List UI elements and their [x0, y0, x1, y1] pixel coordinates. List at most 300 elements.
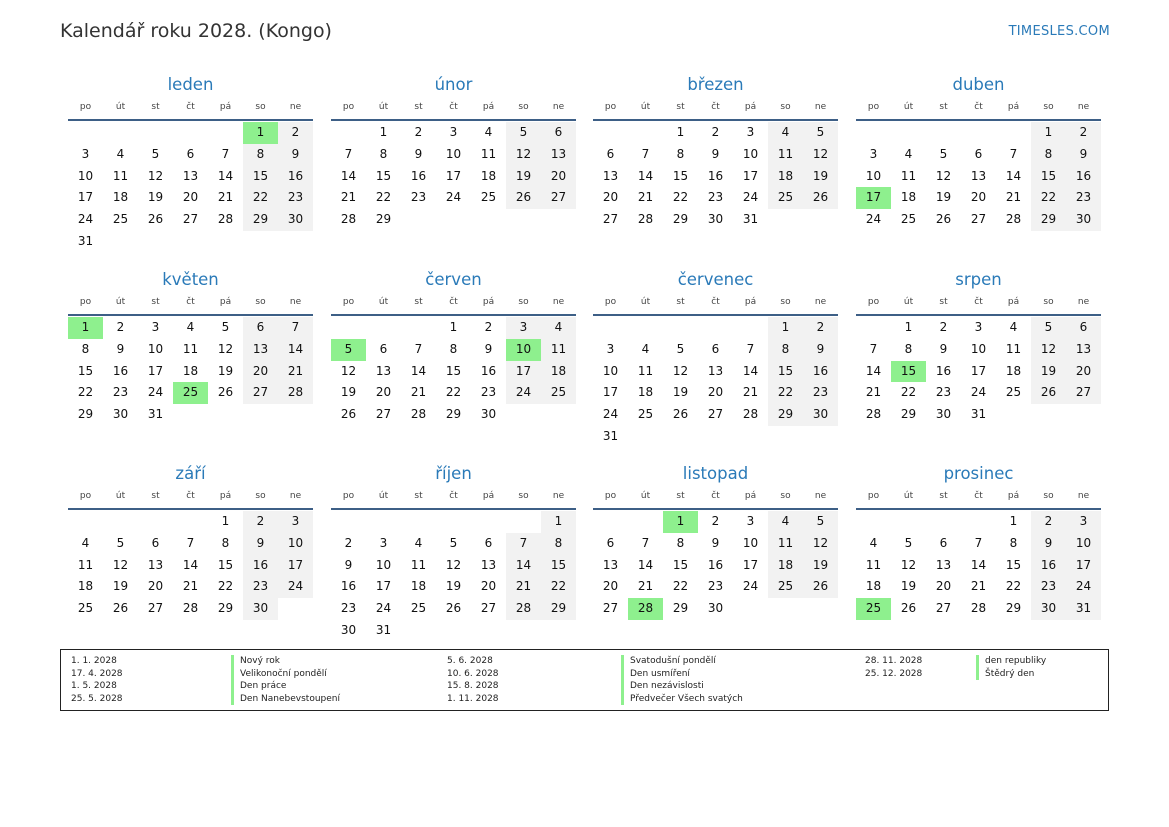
day-cell: 2: [1031, 511, 1066, 533]
day-cell: 19: [506, 166, 541, 188]
day-cell: 18: [541, 361, 576, 383]
day-cell: 24: [742, 190, 759, 205]
day-cell: 5: [1031, 317, 1066, 339]
empty-day-cell: [401, 511, 436, 533]
day-cell: 30: [707, 601, 724, 616]
weekday-label: út: [903, 491, 914, 501]
day-cell: 1: [449, 320, 458, 334]
month-name: leden: [167, 75, 214, 94]
day-cell: 23: [1031, 576, 1066, 598]
weekday-label: po: [867, 297, 880, 307]
day-cell: 18: [768, 555, 803, 577]
day-cell: 21: [340, 190, 357, 205]
day-cell: 15: [217, 557, 234, 572]
day-cell: 16: [707, 168, 724, 183]
month-name: únor: [434, 75, 473, 94]
empty-day-cell: [961, 511, 996, 533]
day-cell: 27: [541, 187, 576, 209]
holiday-day-cell: 1: [663, 511, 698, 533]
day-cell: 29: [1005, 601, 1022, 616]
day-cell: 16: [1031, 555, 1066, 577]
weekday-label: so: [255, 491, 266, 501]
weekday-label: pá: [744, 491, 757, 501]
day-cell: 11: [112, 168, 129, 183]
weekday-label: pá: [219, 491, 232, 501]
day-cell: 17: [147, 363, 164, 378]
day-cell: 24: [278, 576, 313, 598]
holiday-day-cell: 25: [856, 598, 891, 620]
day-cell: 14: [970, 557, 987, 572]
day-cell: 20: [1066, 361, 1101, 383]
weekday-label: út: [378, 297, 389, 307]
weekday-label: ne: [814, 297, 827, 307]
day-cell: 27: [1066, 382, 1101, 404]
day-cell: 1: [768, 317, 803, 339]
legend-date: 5. 6. 2028: [447, 656, 493, 666]
day-cell: 26: [900, 601, 917, 616]
day-cell: 19: [217, 363, 234, 378]
day-cell: 10: [742, 146, 759, 161]
day-cell: 18: [865, 579, 882, 594]
day-cell: 22: [1031, 187, 1066, 209]
weekday-header: [856, 100, 1101, 121]
day-cell: 27: [707, 407, 724, 422]
day-cell: 30: [480, 407, 497, 422]
legend-holiday-name: Den Nanebevstoupení: [231, 693, 340, 706]
day-cell: 31: [1066, 598, 1101, 620]
day-cell: 1: [221, 514, 230, 528]
day-cell: 21: [742, 385, 759, 400]
weekday-label: čt: [186, 102, 195, 112]
day-cell: 7: [506, 533, 541, 555]
day-cell: 7: [869, 341, 878, 356]
day-cell: 2: [414, 125, 423, 139]
day-cell: 14: [742, 363, 759, 378]
weekday-label: st: [151, 491, 160, 501]
weekday-label: pá: [482, 102, 495, 112]
empty-day-cell: [856, 122, 891, 144]
empty-day-cell: [926, 122, 961, 144]
month-name: říjen: [435, 464, 472, 483]
day-cell: 7: [414, 341, 423, 356]
day-grid: [68, 122, 313, 253]
day-cell: 23: [340, 601, 357, 616]
day-cell: 20: [480, 579, 497, 594]
day-grid: [856, 317, 1101, 426]
day-cell: 12: [803, 533, 838, 555]
day-cell: 6: [186, 146, 195, 161]
weekday-label: so: [1043, 491, 1054, 501]
day-cell: 13: [541, 144, 576, 166]
weekday-label: so: [255, 102, 266, 112]
weekday-label: pá: [1007, 297, 1020, 307]
day-cell: 15: [77, 363, 94, 378]
weekday-label: po: [79, 491, 92, 501]
weekday-label: po: [604, 102, 617, 112]
day-cell: 19: [672, 385, 689, 400]
day-cell: 17: [1066, 555, 1101, 577]
day-cell: 30: [278, 209, 313, 231]
day-cell: 7: [278, 317, 313, 339]
weekday-label: čt: [974, 491, 983, 501]
weekday-label: čt: [974, 102, 983, 112]
weekday-label: ne: [814, 491, 827, 501]
day-cell: 9: [414, 146, 423, 161]
weekday-label: st: [676, 491, 685, 501]
day-cell: 18: [1005, 363, 1022, 378]
holiday-day-cell: 5: [331, 339, 366, 361]
day-cell: 5: [116, 535, 125, 550]
day-cell: 8: [768, 339, 803, 361]
empty-day-cell: [68, 511, 103, 533]
month-11: [593, 462, 838, 620]
day-cell: 26: [217, 385, 234, 400]
weekday-label: po: [604, 491, 617, 501]
month-8: [856, 268, 1101, 426]
day-cell: 15: [541, 555, 576, 577]
weekday-label: st: [414, 297, 423, 307]
day-cell: 13: [1066, 339, 1101, 361]
day-cell: 31: [375, 622, 392, 637]
weekday-label: pá: [744, 297, 757, 307]
day-cell: 15: [445, 363, 462, 378]
weekday-label: pá: [744, 102, 757, 112]
day-cell: 22: [672, 579, 689, 594]
day-cell: 17: [742, 168, 759, 183]
day-cell: 19: [935, 190, 952, 205]
day-cell: 30: [340, 622, 357, 637]
month-12: [856, 462, 1101, 620]
day-cell: 22: [77, 385, 94, 400]
day-cell: 18: [182, 363, 199, 378]
day-cell: 2: [484, 320, 493, 334]
day-cell: 17: [445, 168, 462, 183]
day-cell: 2: [711, 125, 720, 139]
day-cell: 9: [1031, 533, 1066, 555]
weekday-label: po: [342, 491, 355, 501]
day-cell: 16: [410, 168, 427, 183]
weekday-label: út: [903, 297, 914, 307]
day-cell: 12: [1031, 339, 1066, 361]
empty-day-cell: [663, 317, 698, 339]
day-cell: 4: [81, 535, 90, 550]
day-cell: 14: [1005, 168, 1022, 183]
day-cell: 18: [77, 579, 94, 594]
day-cell: 14: [182, 557, 199, 572]
day-cell: 8: [449, 341, 458, 356]
day-cell: 6: [711, 341, 720, 356]
day-cell: 9: [1066, 144, 1101, 166]
day-cell: 5: [221, 320, 230, 334]
day-cell: 20: [602, 579, 619, 594]
day-cell: 12: [803, 144, 838, 166]
weekday-header: [331, 489, 576, 510]
day-cell: 25: [112, 212, 129, 227]
day-cell: 16: [935, 363, 952, 378]
legend-holiday-name: Nový rok: [231, 655, 280, 668]
day-cell: 23: [243, 576, 278, 598]
weekday-label: ne: [552, 491, 565, 501]
month-name: listopad: [682, 464, 749, 483]
day-cell: 23: [480, 385, 497, 400]
day-cell: 24: [147, 385, 164, 400]
day-cell: 10: [1066, 533, 1101, 555]
day-cell: 21: [1005, 190, 1022, 205]
day-cell: 25: [637, 407, 654, 422]
weekday-label: út: [115, 491, 126, 501]
month-name: červenec: [677, 270, 754, 289]
day-cell: 8: [243, 144, 278, 166]
day-cell: 29: [900, 407, 917, 422]
day-cell: 13: [970, 168, 987, 183]
weekday-label: čt: [449, 297, 458, 307]
empty-day-cell: [401, 317, 436, 339]
day-cell: 6: [974, 146, 983, 161]
day-cell: 30: [803, 404, 838, 426]
day-cell: 23: [278, 187, 313, 209]
day-cell: 3: [746, 125, 755, 139]
empty-day-cell: [173, 511, 208, 533]
day-cell: 19: [147, 190, 164, 205]
day-cell: 30: [707, 212, 724, 227]
empty-day-cell: [926, 511, 961, 533]
day-cell: 6: [606, 146, 615, 161]
day-cell: 27: [935, 601, 952, 616]
holiday-day-cell: 25: [173, 382, 208, 404]
day-cell: 12: [112, 557, 129, 572]
empty-day-cell: [628, 317, 663, 339]
day-cell: 24: [375, 601, 392, 616]
day-cell: 24: [1066, 576, 1101, 598]
day-cell: 5: [449, 535, 458, 550]
day-cell: 7: [746, 341, 755, 356]
day-cell: 14: [637, 557, 654, 572]
day-cell: 9: [243, 533, 278, 555]
day-cell: 10: [375, 557, 392, 572]
legend-date: 1. 1. 2028: [71, 656, 117, 666]
day-cell: 22: [1005, 579, 1022, 594]
empty-day-cell: [593, 122, 628, 144]
day-cell: 16: [278, 166, 313, 188]
day-cell: 7: [344, 146, 353, 161]
day-cell: 13: [182, 168, 199, 183]
day-cell: 4: [641, 341, 650, 356]
day-grid: [856, 511, 1101, 620]
holiday-legend: [60, 649, 1109, 711]
day-cell: 11: [900, 168, 917, 183]
day-cell: 24: [970, 385, 987, 400]
day-cell: 10: [602, 363, 619, 378]
day-cell: 9: [484, 341, 493, 356]
weekday-header: [331, 295, 576, 316]
day-cell: 20: [602, 190, 619, 205]
weekday-label: pá: [219, 102, 232, 112]
weekday-label: po: [79, 102, 92, 112]
day-cell: 2: [344, 535, 353, 550]
day-grid: [68, 511, 313, 620]
empty-day-cell: [628, 122, 663, 144]
day-cell: 21: [637, 190, 654, 205]
empty-day-cell: [891, 122, 926, 144]
day-cell: 6: [1066, 317, 1101, 339]
weekday-label: pá: [219, 297, 232, 307]
day-cell: 2: [278, 122, 313, 144]
day-cell: 29: [768, 404, 803, 426]
day-cell: 24: [506, 382, 541, 404]
day-cell: 25: [410, 601, 427, 616]
day-cell: 26: [672, 407, 689, 422]
day-cell: 3: [606, 341, 615, 356]
day-cell: 8: [1009, 535, 1018, 550]
empty-day-cell: [593, 511, 628, 533]
weekday-label: út: [115, 297, 126, 307]
day-cell: 2: [711, 514, 720, 528]
empty-day-cell: [331, 317, 366, 339]
empty-day-cell: [891, 511, 926, 533]
day-cell: 13: [602, 557, 619, 572]
day-cell: 8: [379, 146, 388, 161]
day-cell: 3: [869, 146, 878, 161]
weekday-label: pá: [1007, 491, 1020, 501]
month-6: [331, 268, 576, 426]
day-cell: 31: [970, 407, 987, 422]
empty-day-cell: [698, 317, 733, 339]
day-cell: 22: [541, 576, 576, 598]
weekday-label: út: [640, 491, 651, 501]
day-cell: 1: [1031, 122, 1066, 144]
holiday-day-cell: 15: [891, 361, 926, 383]
day-cell: 19: [112, 579, 129, 594]
weekday-label: čt: [449, 102, 458, 112]
month-name: duben: [952, 75, 1005, 94]
month-2: [331, 73, 576, 231]
day-cell: 21: [410, 385, 427, 400]
weekday-label: po: [342, 297, 355, 307]
day-cell: 3: [379, 535, 388, 550]
weekday-label: ne: [1077, 297, 1090, 307]
weekday-label: ne: [814, 102, 827, 112]
day-cell: 26: [803, 187, 838, 209]
legend-date: 15. 8. 2028: [447, 681, 499, 692]
day-cell: 5: [803, 511, 838, 533]
day-cell: 25: [900, 212, 917, 227]
empty-day-cell: [173, 122, 208, 144]
day-cell: 17: [77, 190, 94, 205]
day-cell: 1: [904, 320, 913, 334]
day-cell: 6: [541, 122, 576, 144]
day-cell: 11: [480, 146, 497, 161]
legend-holiday-name: Předvečer Všech svatých: [621, 693, 743, 706]
brand-link[interactable]: TIMESLES.COM: [1008, 24, 1110, 39]
day-cell: 24: [602, 407, 619, 422]
day-cell: 23: [935, 385, 952, 400]
day-cell: 8: [904, 341, 913, 356]
day-cell: 4: [484, 125, 493, 139]
day-cell: 4: [541, 317, 576, 339]
day-cell: 6: [939, 535, 948, 550]
day-cell: 4: [768, 122, 803, 144]
day-cell: 21: [182, 579, 199, 594]
weekday-label: pá: [482, 491, 495, 501]
day-cell: 7: [641, 535, 650, 550]
day-cell: 24: [77, 212, 94, 227]
day-cell: 22: [672, 190, 689, 205]
month-name: srpen: [955, 270, 1002, 289]
day-cell: 17: [375, 579, 392, 594]
weekday-label: ne: [289, 297, 302, 307]
day-cell: 3: [151, 320, 160, 334]
weekday-label: ne: [552, 297, 565, 307]
day-cell: 28: [340, 212, 357, 227]
empty-day-cell: [961, 122, 996, 144]
weekday-label: po: [867, 102, 880, 112]
day-cell: 12: [147, 168, 164, 183]
day-cell: 11: [637, 363, 654, 378]
weekday-label: so: [780, 297, 791, 307]
weekday-label: čt: [449, 491, 458, 501]
day-cell: 19: [900, 579, 917, 594]
weekday-label: so: [780, 102, 791, 112]
legend-holiday-name: Den práce: [231, 680, 286, 693]
day-grid: [856, 122, 1101, 231]
day-cell: 12: [672, 363, 689, 378]
day-grid: [593, 122, 838, 231]
day-cell: 6: [484, 535, 493, 550]
day-cell: 20: [935, 579, 952, 594]
day-cell: 28: [278, 382, 313, 404]
weekday-label: čt: [974, 297, 983, 307]
day-cell: 11: [410, 557, 427, 572]
day-cell: 4: [414, 535, 423, 550]
empty-day-cell: [856, 317, 891, 339]
weekday-header: [331, 100, 576, 121]
empty-day-cell: [996, 122, 1031, 144]
month-name: září: [175, 464, 206, 483]
day-cell: 25: [541, 382, 576, 404]
day-cell: 4: [116, 146, 125, 161]
day-cell: 27: [602, 601, 619, 616]
day-cell: 30: [935, 407, 952, 422]
day-cell: 11: [77, 557, 94, 572]
day-cell: 29: [217, 601, 234, 616]
legend-date: 28. 11. 2028: [865, 656, 923, 666]
day-cell: 29: [445, 407, 462, 422]
month-4: [856, 73, 1101, 231]
day-cell: 12: [900, 557, 917, 572]
day-cell: 21: [278, 361, 313, 383]
day-cell: 16: [112, 363, 129, 378]
empty-day-cell: [208, 122, 243, 144]
weekday-label: so: [518, 491, 529, 501]
day-cell: 26: [340, 407, 357, 422]
day-cell: 23: [1066, 187, 1101, 209]
day-cell: 17: [602, 385, 619, 400]
day-cell: 7: [1009, 146, 1018, 161]
weekday-label: ne: [552, 102, 565, 112]
day-cell: 6: [151, 535, 160, 550]
weekday-label: čt: [186, 491, 195, 501]
day-grid: [331, 511, 576, 642]
day-cell: 12: [506, 144, 541, 166]
day-cell: 6: [379, 341, 388, 356]
day-cell: 10: [77, 168, 94, 183]
weekday-label: so: [255, 297, 266, 307]
weekday-label: st: [676, 297, 685, 307]
day-cell: 11: [1005, 341, 1022, 356]
day-cell: 3: [746, 514, 755, 528]
day-cell: 25: [77, 601, 94, 616]
day-cell: 9: [711, 535, 720, 550]
